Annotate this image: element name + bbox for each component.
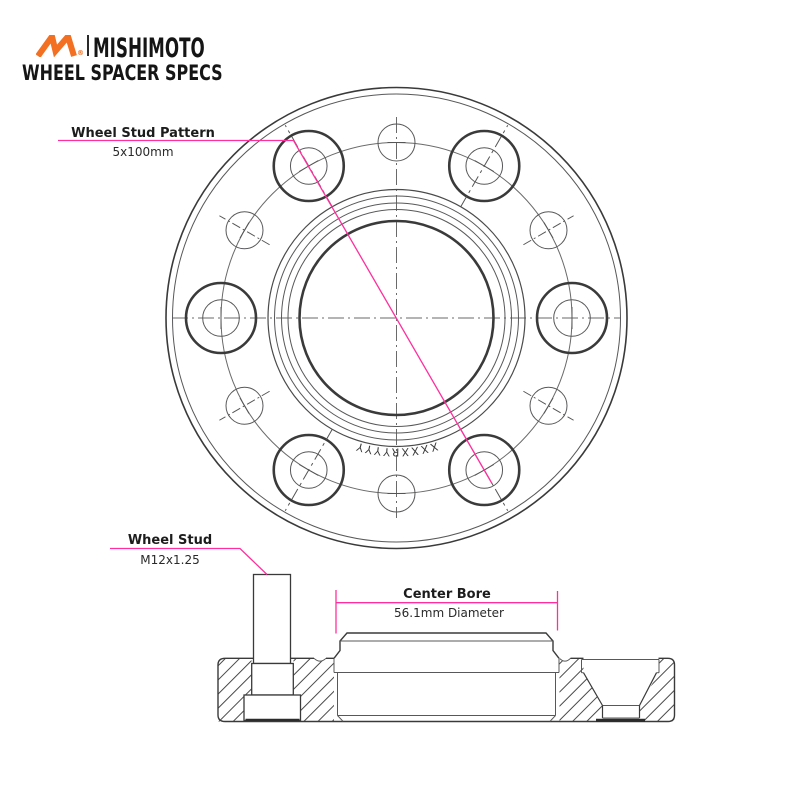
registered-mark: ®	[77, 49, 84, 57]
stud-pattern-value: 5x100mm	[112, 145, 174, 159]
etched-part-number: XXXXRYYYY	[353, 439, 440, 459]
center-bore-value: 56.1mm Diameter	[394, 606, 504, 620]
brand-divider	[87, 35, 89, 56]
wheel-stud-value: M12x1.25	[140, 553, 200, 567]
stud-head	[244, 695, 301, 721]
side-section-view	[110, 549, 675, 722]
stud-pattern-label: Wheel Stud Pattern	[71, 126, 215, 141]
hub-ring-profile	[334, 633, 559, 658]
wheel-stud-label: Wheel Stud	[127, 533, 213, 548]
stud-shaft	[254, 575, 291, 664]
wheel-stud-profile	[244, 575, 301, 721]
center-bore-label: Center Bore	[403, 587, 491, 602]
bore-cavity	[334, 659, 559, 721]
mishimoto-m-icon	[36, 35, 82, 57]
stud-knurl	[252, 664, 294, 696]
brand-name: MISHIMOTO	[93, 33, 205, 64]
page-title: WHEEL SPACER SPECS	[22, 61, 223, 85]
